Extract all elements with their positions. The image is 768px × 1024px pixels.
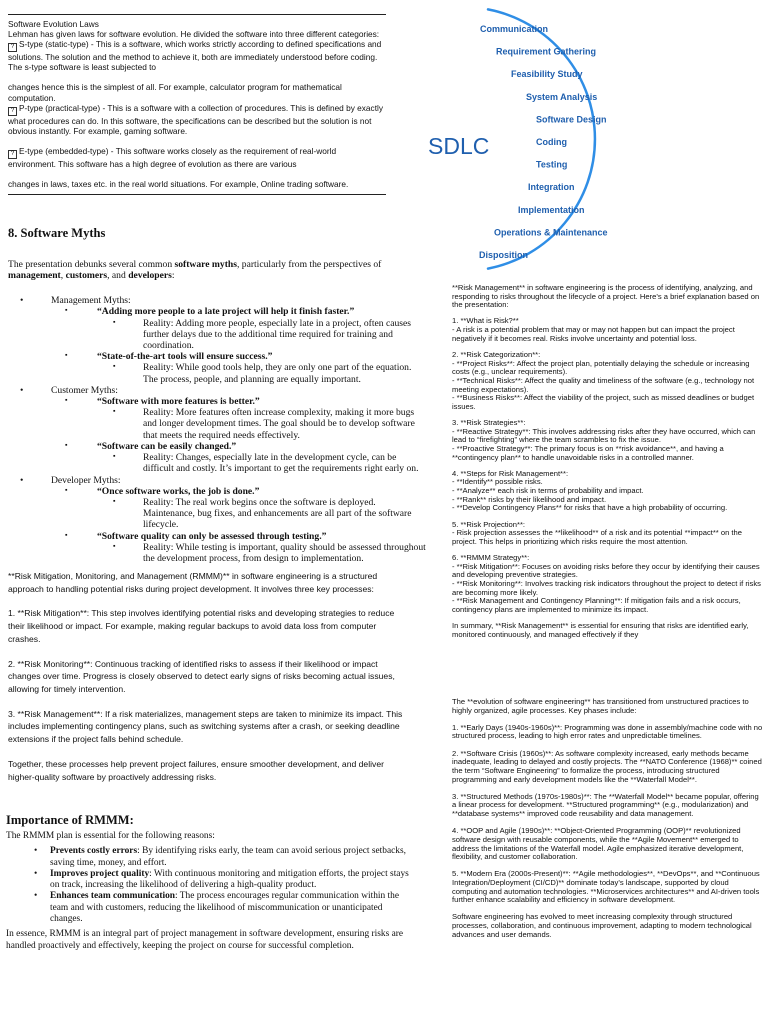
evolution-paragraph: The **evolution of software engineering** has transitioned from unstructured practices to highly organized, agile processes. Key phases include: [452, 697, 749, 715]
sdlc-step-label: Requirement Gathering [496, 46, 597, 57]
evolution-paragraph: 1. **Early Days (1940s-1960s)**: Programming was done in assembly/machine code with no structured process, leading to high error rates and unpredictable timelines. [452, 722, 763, 741]
importance-heading: Importance of RMMM: [6, 813, 134, 827]
s-type-text-a: ? S-type (static-type) - This is a software, which works strictly according to defined specifications and solutions. The solution and the method to achieve it, both are immediately understood before coding. The s-type software is least subjected to [8, 39, 382, 73]
myth-item: ▪ “Software can be easily changed.” ▪ Reality: Changes, especially late in the development cycle, can be difficult and costly. It’s important to get the requirements right early on. [51, 441, 428, 475]
importance-outro: In essence, RMMM is an integral part of project management in software development, ensuring risks are handled proactively and effectively, keeping the project on course for successful completion. [6, 929, 404, 951]
risk-paragraph: 3. **Risk Strategies**: - **Reactive Strategy**: This involves addressing risks after they have occurred, which can lead to “firefighting” where the team scrambles to fix the issue. - **Proactive Strategy**: The primary focus is on **risk avoidance**, and having a **contingency plan** to handle unavoidable risks in a controlled manner. [452, 418, 756, 462]
myths-intro: The presentation debunks several common software myths, particularly from the perspectives of management, customers, and developers: [8, 258, 382, 281]
evolution-paragraph: 5. **Modern Era (2000s-Present)**: **Agile methodologies**, **DevOps**, and **Continuous Integration/Deployment (CI/CD)** dominate today’s landscape, supported by cloud computing and automation technologies. **Microservices architectures** and AI-driven tools further enhance scalability and efficiency in software development. [452, 869, 760, 905]
myth-item: ▪ “Software quality can only be assessed through testing.” ▪ Reality: While testing is important, quality should be assessed throughout the development process, from design to implementation. [51, 531, 428, 565]
risk-paragraph: **Risk Management** in software engineering is the process of identifying, analyzing, and responding to risks throughout the lifecycle of a project. Here’s a brief explanation based on the presentation: [452, 283, 760, 310]
risk-paragraph: 4. **Steps for Risk Management**: - **Identify** possible risks. - **Analyze** each risk in terms of probability and impact. - **Rank** risks by their likelihood and impact. - **Develop Contingency Plans** for risks that have a high probability of occurring. [452, 468, 728, 513]
myth-group: • Management Myths: ▪ “Adding more people to a late project will help it finish faster.” ▪ Reality: Adding more people, especially late in a project, often causes further delays due to the additional time required for training and coordination. ▪ “State-of-the-art tools will ensure success.” ▪ Reality: While good tools help, they are only one part of the equation. The process, people, and planning are equally important. [8, 295, 428, 385]
software-myths-section [8, 220, 428, 564]
myth-group: • Developer Myths: ▪ “Once software works, the job is done.” ▪ Reality: The real work begins once the software is deployed. Maintenance, bug fixes, and enhancements are all part of the software lifecycle. ▪ “Software quality can only be assessed through testing.” ▪ Reality: While testing is important, quality should be assessed throughout the development process, from design to implementation. [8, 475, 428, 565]
importance-section [6, 813, 416, 952]
missing-glyph-icon: ? [8, 107, 17, 116]
missing-glyph-icon: ? [8, 43, 17, 52]
myth-reality: ▪ Reality: More features often increase complexity, making it more bugs and longer development times. The goal should be to develop software that meets the required needs effectively. [97, 407, 428, 441]
myth-item: ▪ “Adding more people to a late project will help it finish faster.” ▪ Reality: Adding more people, especially late in a project, often causes further delays due to the additional time required for training and coordination. [51, 306, 428, 351]
importance-list [6, 846, 416, 925]
risk-paragraph: 1. **What is Risk?** - A risk is a potential problem that may or may not happen but can impact the project negatively if it becomes real. Risks involve uncertainty and potential loss. [452, 316, 735, 343]
importance-intro: The RMMM plan is essential for the following reasons: [6, 831, 215, 841]
evolution-section [452, 698, 764, 948]
sdlc-center-label: SDLC [428, 133, 490, 159]
missing-glyph-icon: ? [8, 150, 17, 159]
myth-reality: ▪ Reality: Changes, especially late in the development cycle, can be difficult and costly. It’s important to get the requirements right early on. [97, 452, 428, 474]
myth-reality: ▪ Reality: While good tools help, they are only one part of the equation. The process, people, and planning are equally important. [97, 362, 428, 384]
myth-group: • Customer Myths: ▪ “Software with more features is better.” ▪ Reality: More features often increase complexity, making it more bugs and longer development times. The goal should be to develop software that meets the required needs effectively. ▪ “Software can be easily changed.” ▪ Reality: Changes, especially late in the development cycle, can be difficult and costly. It’s important to get the requirements right early on. [8, 385, 428, 475]
laws-intro: Lehman has given laws for software evolution. He divided the software into three different categories: [8, 29, 380, 40]
sdlc-step-label: Integration [528, 182, 575, 193]
sdlc-step-label: Communication [480, 24, 549, 34]
sdlc-step-label: System Analysis [526, 91, 598, 102]
sdlc-step-label: Operations & Maintenance [494, 227, 608, 238]
rmmm-paragraph: 1. **Risk Mitigation**: This step involves identifying potential risks and developing strategies to reduce their likelihood or impact. For example, making regular backups to avoid data loss from computer crashes. [8, 608, 395, 644]
importance-item: • Enhances team communication: The process encourages regular communication within the team and with customers, reducing the likelihood of miscommunication or unanticipated changes. [6, 891, 416, 925]
myth-item: ▪ “Once software works, the job is done.” ▪ Reality: The real work begins once the software is deployed. Maintenance, bug fixes, and enhancements are all part of the software lifecycle. [51, 486, 428, 531]
sdlc-step-label: Testing [536, 159, 568, 170]
laws-title: Software Evolution Laws [8, 19, 99, 29]
myth-item: ▪ “State-of-the-art tools will ensure success.” ▪ Reality: While good tools help, they are only one part of the equation. The process, people, and planning are equally important. [51, 351, 428, 385]
myth-reality: ▪ Reality: While testing is important, quality should be assessed throughout the development process, from design to implementation. [97, 542, 428, 564]
e-type-text-a: ? E-type (embedded-type) - This software works closely as the requirement of real-world environment. This software has a high degree of evolution as there are various [8, 145, 337, 169]
p-type-text: ? P-type (practical-type) - This is a software with a collection of procedures. This is defined by exactly what procedures can do. In this software, the specifications can be described but the solution is not obvious instantly. For example, gaming software. [8, 102, 383, 136]
bottom-divider [8, 194, 386, 195]
sdlc-step-label: Software Design [536, 114, 607, 125]
importance-item: • Prevents costly errors: By identifying risks early, the team can avoid serious project setbacks, saving time, money, and effort. [6, 846, 416, 869]
importance-item: • Improves project quality: With continuous monitoring and mitigation efforts, the project stays on track, increasing the likelihood of delivering a high-quality product. [6, 869, 416, 892]
risk-paragraph: 6. **RMMM Strategy**: - **Risk Mitigation**: Focuses on avoiding risks before they occur by identifying their causes and developing preventive strategies. - **Risk Monitoring**: Involves tracking risk indicators throughout the project to detect if risks are becoming more likely. - **Risk Management and Contingency Planning**: If mitigation fails and a risk occurs, contingency plans are implemented to minimize its impact. [452, 553, 761, 614]
evolution-paragraph: 3. **Structured Methods (1970s-1980s)**: The **Waterfall Model** became popular, offering a linear process for development. **Structured programming** (e.g., modularization) and **database systems** improved code reusability and data management. [452, 791, 759, 819]
rmmm-paragraph: **Risk Mitigation, Monitoring, and Management (RMMM)** in software engineering is a structured approach to handling potential risks during project development. It involves three key processes: [8, 571, 378, 594]
myth-reality: ▪ Reality: Adding more people, especially late in a project, often causes further delays due to the additional time required for training and coordination. [97, 318, 428, 352]
rmmm-paragraph: 2. **Risk Monitoring**: Continuous tracking of identified risks to assess if their likelihood or impact changes over time. Progress is closely observed to detect early signs of risks becoming actual issues, allowing for timely intervention. [8, 658, 395, 695]
evolution-paragraph: 4. **OOP and Agile (1990s)**: **Object-Oriented Programming (OOP)** revolutionized software design with reusable components, while the **Agile Movement** emerged to address the limitations of the Waterfall model. Agile emphasized iterative development, flexibility, and customer collaboration. [452, 826, 744, 862]
sdlc-step-label: Implementation [518, 204, 585, 215]
risk-paragraph: 2. **Risk Categorization**: - **Project Risks**: Affect the project plan, potentially delaying the schedule or increasing costs (e.g., unclear requirements). - **Technical Risks**: Affect the quality and timeliness of the software (e.g., technology not meeting expectations). - **Business Risks**: Affect the viability of the project, such as missed deadlines or budget issues. [452, 349, 755, 411]
myth-item: ▪ “Software with more features is better.” ▪ Reality: More features often increase complexity, making it more bugs and longer development times. The goal should be to develop software that meets the required needs effectively. [51, 396, 428, 441]
s-type-text-b: changes hence this is the simplest of all. For example, calculator program for mathematical computation. [8, 82, 342, 103]
risk-management-section [452, 284, 762, 647]
myths-heading: 8. Software Myths [8, 226, 106, 240]
sdlc-step-label: Disposition [479, 250, 528, 260]
sdlc-step-label: Coding [536, 137, 567, 147]
evolution-laws-section [8, 14, 386, 195]
sdlc-steps [479, 24, 608, 260]
evolution-paragraph: 2. **Software Crisis (1960s)**: As software complexity increased, early methods became inadequate, leading to delayed and costly projects. The **NATO Conference (1968)** coined the term “Software Engineering” to formalize the process, introducing structured programming and early development models like the **Waterfall Model**. [452, 748, 762, 784]
risk-paragraph: In summary, **Risk Management** is essential for ensuring that risks are identified early, monitored continuously, and managed effectively if they [452, 621, 749, 639]
evolution-paragraph: Software engineering has evolved to meet increasing complexity through structured processes, collaboration, and continuous improvement, adapting to modern technological advances and user demands. [452, 912, 752, 939]
myth-reality: ▪ Reality: The real work begins once the software is deployed. Maintenance, bug fixes, and enhancements are all part of the software lifecycle. [97, 497, 428, 531]
sdlc-svg [418, 8, 764, 270]
top-divider [8, 14, 386, 15]
sdlc-diagram [418, 8, 764, 270]
rmmm-section [8, 570, 403, 795]
rmmm-paragraph: 3. **Risk Management**: If a risk materializes, management steps are taken to minimize its impact. This includes implementing contingency plans, such as switching systems after a crash, or seeking deadline extensions if the project falls behind schedule. [8, 708, 403, 745]
rmmm-paragraph: Together, these processes help prevent project failures, ensure smoother development, and deliver higher-quality software by proactively addressing risks. [8, 758, 384, 782]
e-type-text-b: changes in laws, taxes etc. in the real world situations. For example, Online trading software. [8, 178, 349, 189]
sdlc-step-label: Feasibility Study [511, 69, 583, 80]
risk-paragraph: 5. **Risk Projection**: - Risk projection assesses the **likelihood** of a risk and its potential **impact** on the project. This helps in prioritizing which risks require the most attention. [452, 519, 742, 546]
myth-groups [8, 295, 428, 564]
